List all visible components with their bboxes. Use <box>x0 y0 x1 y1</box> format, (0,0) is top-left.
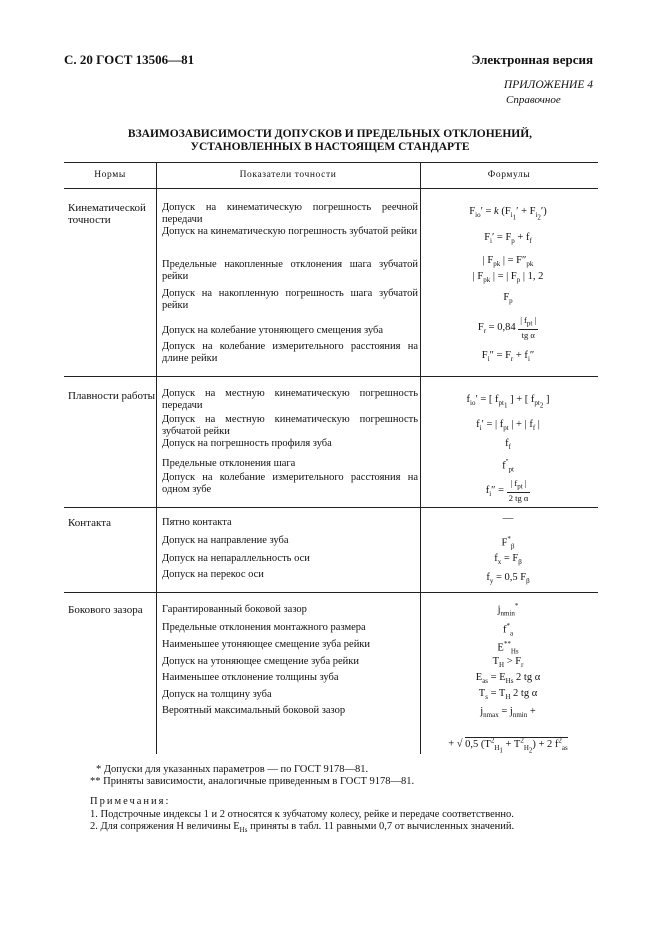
formula: $T_H > F_r$ <box>492 656 524 670</box>
formula: $F_i' = F_p + f_f$ <box>484 232 532 246</box>
appendix-subtitle: Справочное <box>506 94 561 106</box>
document-title-line: ВЗАИМОЗАВИСИМОСТИ ДОПУСКОВ И ПРЕДЕЛЬНЫХ ОТКЛОНЕНИЙ, <box>127 128 533 140</box>
note-item: 1. Подстрочные индексы 1 и 2 относятся к зубчатому колесу, рейке и передаче соответственно. <box>90 809 514 820</box>
formula: $f''_{pt}$ <box>502 458 514 474</box>
table-group-rule <box>64 376 598 377</box>
formula: $f_f$ <box>505 438 511 452</box>
norm-label: Контакта <box>68 517 112 529</box>
formula: | $F_{pk}$ | = | $F_p$ | 1, 2 <box>472 271 544 285</box>
formula: $F_r = 0,84$ $\frac{| f_{pt} |}{\text{tg α}}$ <box>477 315 537 340</box>
indicator-text: Допуск на накопленную погрешность шага зубчатой рейки <box>162 288 418 311</box>
indicator-text: Допуск на непараллельность оси <box>162 553 310 564</box>
indicator-text: Допуск на утоняющее смещение зуба рейки <box>162 656 359 667</box>
indicator-text: Наименьшее утоняющее смещение зуба рейки <box>162 639 371 650</box>
footnote: ** Приняты зависимости, аналогичные приведенным в ГОСТ 9178—81. <box>90 776 415 787</box>
indicator-text: Предельные отклонения шага <box>162 458 296 469</box>
indicator-text: Гарантированный боковой зазор <box>162 604 307 615</box>
formula: $E_{as} = E_{Hs}$ 2 tg α <box>475 672 541 686</box>
indicator-text: Наименьшее отклонение толщины зуба <box>162 672 339 683</box>
indicator-text: Допуск на колебание измерительного расстояния на одном зубе <box>162 472 418 495</box>
indicator-text: Допуск на местную кинематическую погрешность зубчатой рейки <box>162 414 418 437</box>
norm-label: Бокового зазора <box>68 604 143 616</box>
column-header-formulas: Формулы <box>487 170 531 180</box>
indicator-text: Допуск на колебание измерительного расстояния на длине рейки <box>162 341 418 364</box>
formula: $j_{nmax} = j_{nmin}$ + <box>480 706 536 720</box>
indicator-text: Допуск на перекос оси <box>162 569 264 580</box>
notes-title: Примечания: <box>90 796 171 807</box>
formula: $f_i''$ = $\frac{| f_{pt} |}{\text{2 tg α}}$ <box>485 478 529 503</box>
formula: $T_s = T_H$ 2 tg α <box>478 688 538 702</box>
column-header-norms: Нормы <box>94 170 126 180</box>
table-top-rule <box>64 162 598 163</box>
table-group-rule <box>64 592 598 593</box>
indicator-text: Предельные отклонения монтажного размера <box>162 622 366 633</box>
formula: $f_x = F_\beta$ <box>494 553 522 567</box>
table-group-rule <box>64 507 598 508</box>
indicator-text: Допуск на направление зуба <box>162 535 289 546</box>
indicator-text: Вероятный максимальный боковой зазор <box>162 705 346 716</box>
indicator-text: Допуск на колебание утоняющего смещения зуба <box>162 325 384 336</box>
formula: $f^*_a$ <box>502 622 514 638</box>
formula: $f_y = 0,5$ $F_\beta$ <box>486 572 530 586</box>
norm-label: Плавности работы <box>68 390 156 402</box>
indicator-text: Допуск на местную кинематическую погрешность передачи <box>162 388 418 411</box>
document-title <box>64 128 596 154</box>
indicator-text: Допуск на кинематическую погрешность зубчатой рейки <box>162 226 418 237</box>
footnote: * Допуски для указанных параметров — по ГОСТ 9178—81. <box>96 764 369 775</box>
formula: $f_{io}'$ = [ $f_{pt_1}$ ] + [ $f_{pt_2}$ ] <box>466 394 550 410</box>
column-header-indicators: Показатели точности <box>239 170 337 180</box>
norm-label: Кинематической точности <box>68 202 146 226</box>
formula: $F_i'' = F_r + f_i''$ <box>481 350 535 364</box>
formula: $f_i'$ = | $f_{pt}$ | + | $f_f$ | <box>476 419 540 433</box>
indicator-text: Пятно контакта <box>162 517 232 528</box>
indicator-text: Допуск на толщину зуба <box>162 689 272 700</box>
formula: $F_p$ <box>503 292 513 306</box>
indicator-text: Допуск на кинематическую погрешность реечной передачи <box>162 202 418 225</box>
formula: | $F_{pk}$ | = $F''_{pk}$ <box>482 255 534 269</box>
formula: — <box>502 513 514 524</box>
formula: $F^*_\beta$ <box>501 535 515 551</box>
formula: $F_{io}' = k$ $(F_{i_1}' + F_{i_2}')$ <box>469 206 547 222</box>
document-title-line: УСТАНОВЛЕННЫХ В НАСТОЯЩЕМ СТАНДАРТЕ <box>190 141 470 153</box>
indicator-text: Предельные накопленные отклонения шага зубчатой рейки <box>162 259 418 282</box>
table-column-rule <box>420 162 421 754</box>
indicator-text: Допуск на погрешность профиля зуба <box>162 438 332 449</box>
formula: $j_{nmin}^*$ <box>497 602 519 618</box>
table-column-rule <box>156 162 157 754</box>
table-header-rule <box>64 188 598 189</box>
formula: $E^{**}_{Hs}$ <box>497 640 519 656</box>
appendix-title: ПРИЛОЖЕНИЕ 4 <box>503 79 593 91</box>
note-item: 2. Для сопряжения Н величины $E_{Hs}$ приняты в табл. 11 равными 0,7 от вычисленных значений. <box>90 821 515 835</box>
formula: + √ 0,5 $(T^2_{H_1} + T^2_{H_2}) + 2$ $f^2_{as}$ <box>448 736 568 754</box>
page-header-right: Электронная версия <box>471 52 593 67</box>
page-header-left: С. 20 ГОСТ 13506—81 <box>64 52 195 67</box>
